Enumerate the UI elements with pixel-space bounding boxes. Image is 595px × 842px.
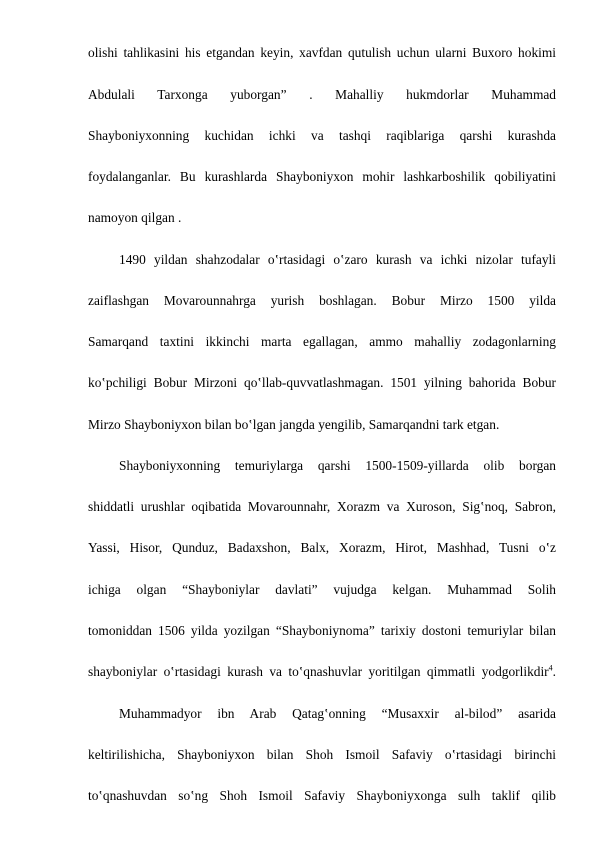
- footnote-reference: 4: [548, 663, 553, 673]
- text-line: Samarqand taxtini ikkinchi marta egallagan, ammo mahalliy zodagonlarning: [88, 334, 556, 349]
- text-line: tomoniddan 1506 yilda yozilgan “Shayboniynoma” tarixiy dostoni temuriylar bilan: [88, 623, 556, 638]
- text-line: namoyon qilgan .: [88, 210, 182, 225]
- text-line: Abdulali Tarxonga yuborgan” . Mahalliy hukmdorlar Muhammad: [88, 87, 556, 102]
- text-line: Mirzo Shayboniyxon bilan bo‛lgan jangda yengilib, Samarqandni tark etgan.: [88, 417, 500, 432]
- paragraph-first-line: 1490 yildan shahzodalar o‛rtasidagi o‛zaro kurash va ichki nizolar tufayli: [119, 252, 556, 267]
- text-line: zaiflashgan Movarounnahrga yurish boshlagan. Bobur Mirzo 1500 yilda: [88, 293, 556, 308]
- sentence-period: .: [552, 664, 556, 679]
- text-line-with-footnote-ref: [88, 664, 556, 680]
- text-line: ko‛pchiligi Bobur Mirzoni qo‛llab-quvvatlashmagan. 1501 yilning bahorida Bobur: [88, 375, 556, 390]
- text-line: Yassi, Hisor, Qunduz, Badaxshon, Balx, Xorazm, Hirot, Mashhad, Tusni o‛z: [88, 540, 556, 555]
- text-line: shiddatli urushlar oqibatida Movarounnahr, Xorazm va Xuroson, Sig‛noq, Sabron,: [88, 499, 556, 514]
- paragraph-first-line: Muhammadyor ibn Arab Qatag‛onning “Musaxxir al-bilod” asarida: [119, 706, 556, 721]
- paragraph-first-line: Shayboniyxonning temuriylarga qarshi 1500-1509-yillarda olib borgan: [119, 458, 556, 473]
- text-line: olishi tahlikasini his etgandan keyin, xavfdan qutulish uchun ularni Buxoro hokimi: [88, 45, 556, 60]
- text-line-content: shayboniylar o‛rtasidagi kurash va to‛qnashuvlar yoritilgan qimmatli yodgorlikdir: [88, 664, 549, 679]
- text-line: keltirilishicha, Shayboniyxon bilan Shoh Ismoil Safaviy o‛rtasidagi birinchi: [88, 747, 556, 762]
- text-line: ichiga olgan “Shayboniylar davlati” vujudga kelgan. Muhammad Solih: [88, 582, 556, 597]
- text-line: to‛qnashuvdan so‛ng Shoh Ismoil Safaviy Shayboniyxonga sulh taklif qilib: [88, 788, 556, 803]
- text-line: foydalanganlar. Bu kurashlarda Shayboniyxon mohir lashkarboshilik qobiliyatini: [88, 169, 556, 184]
- text-line: Shayboniyxonning kuchidan ichki va tashqi raqiblariga qarshi kurashda: [88, 128, 556, 143]
